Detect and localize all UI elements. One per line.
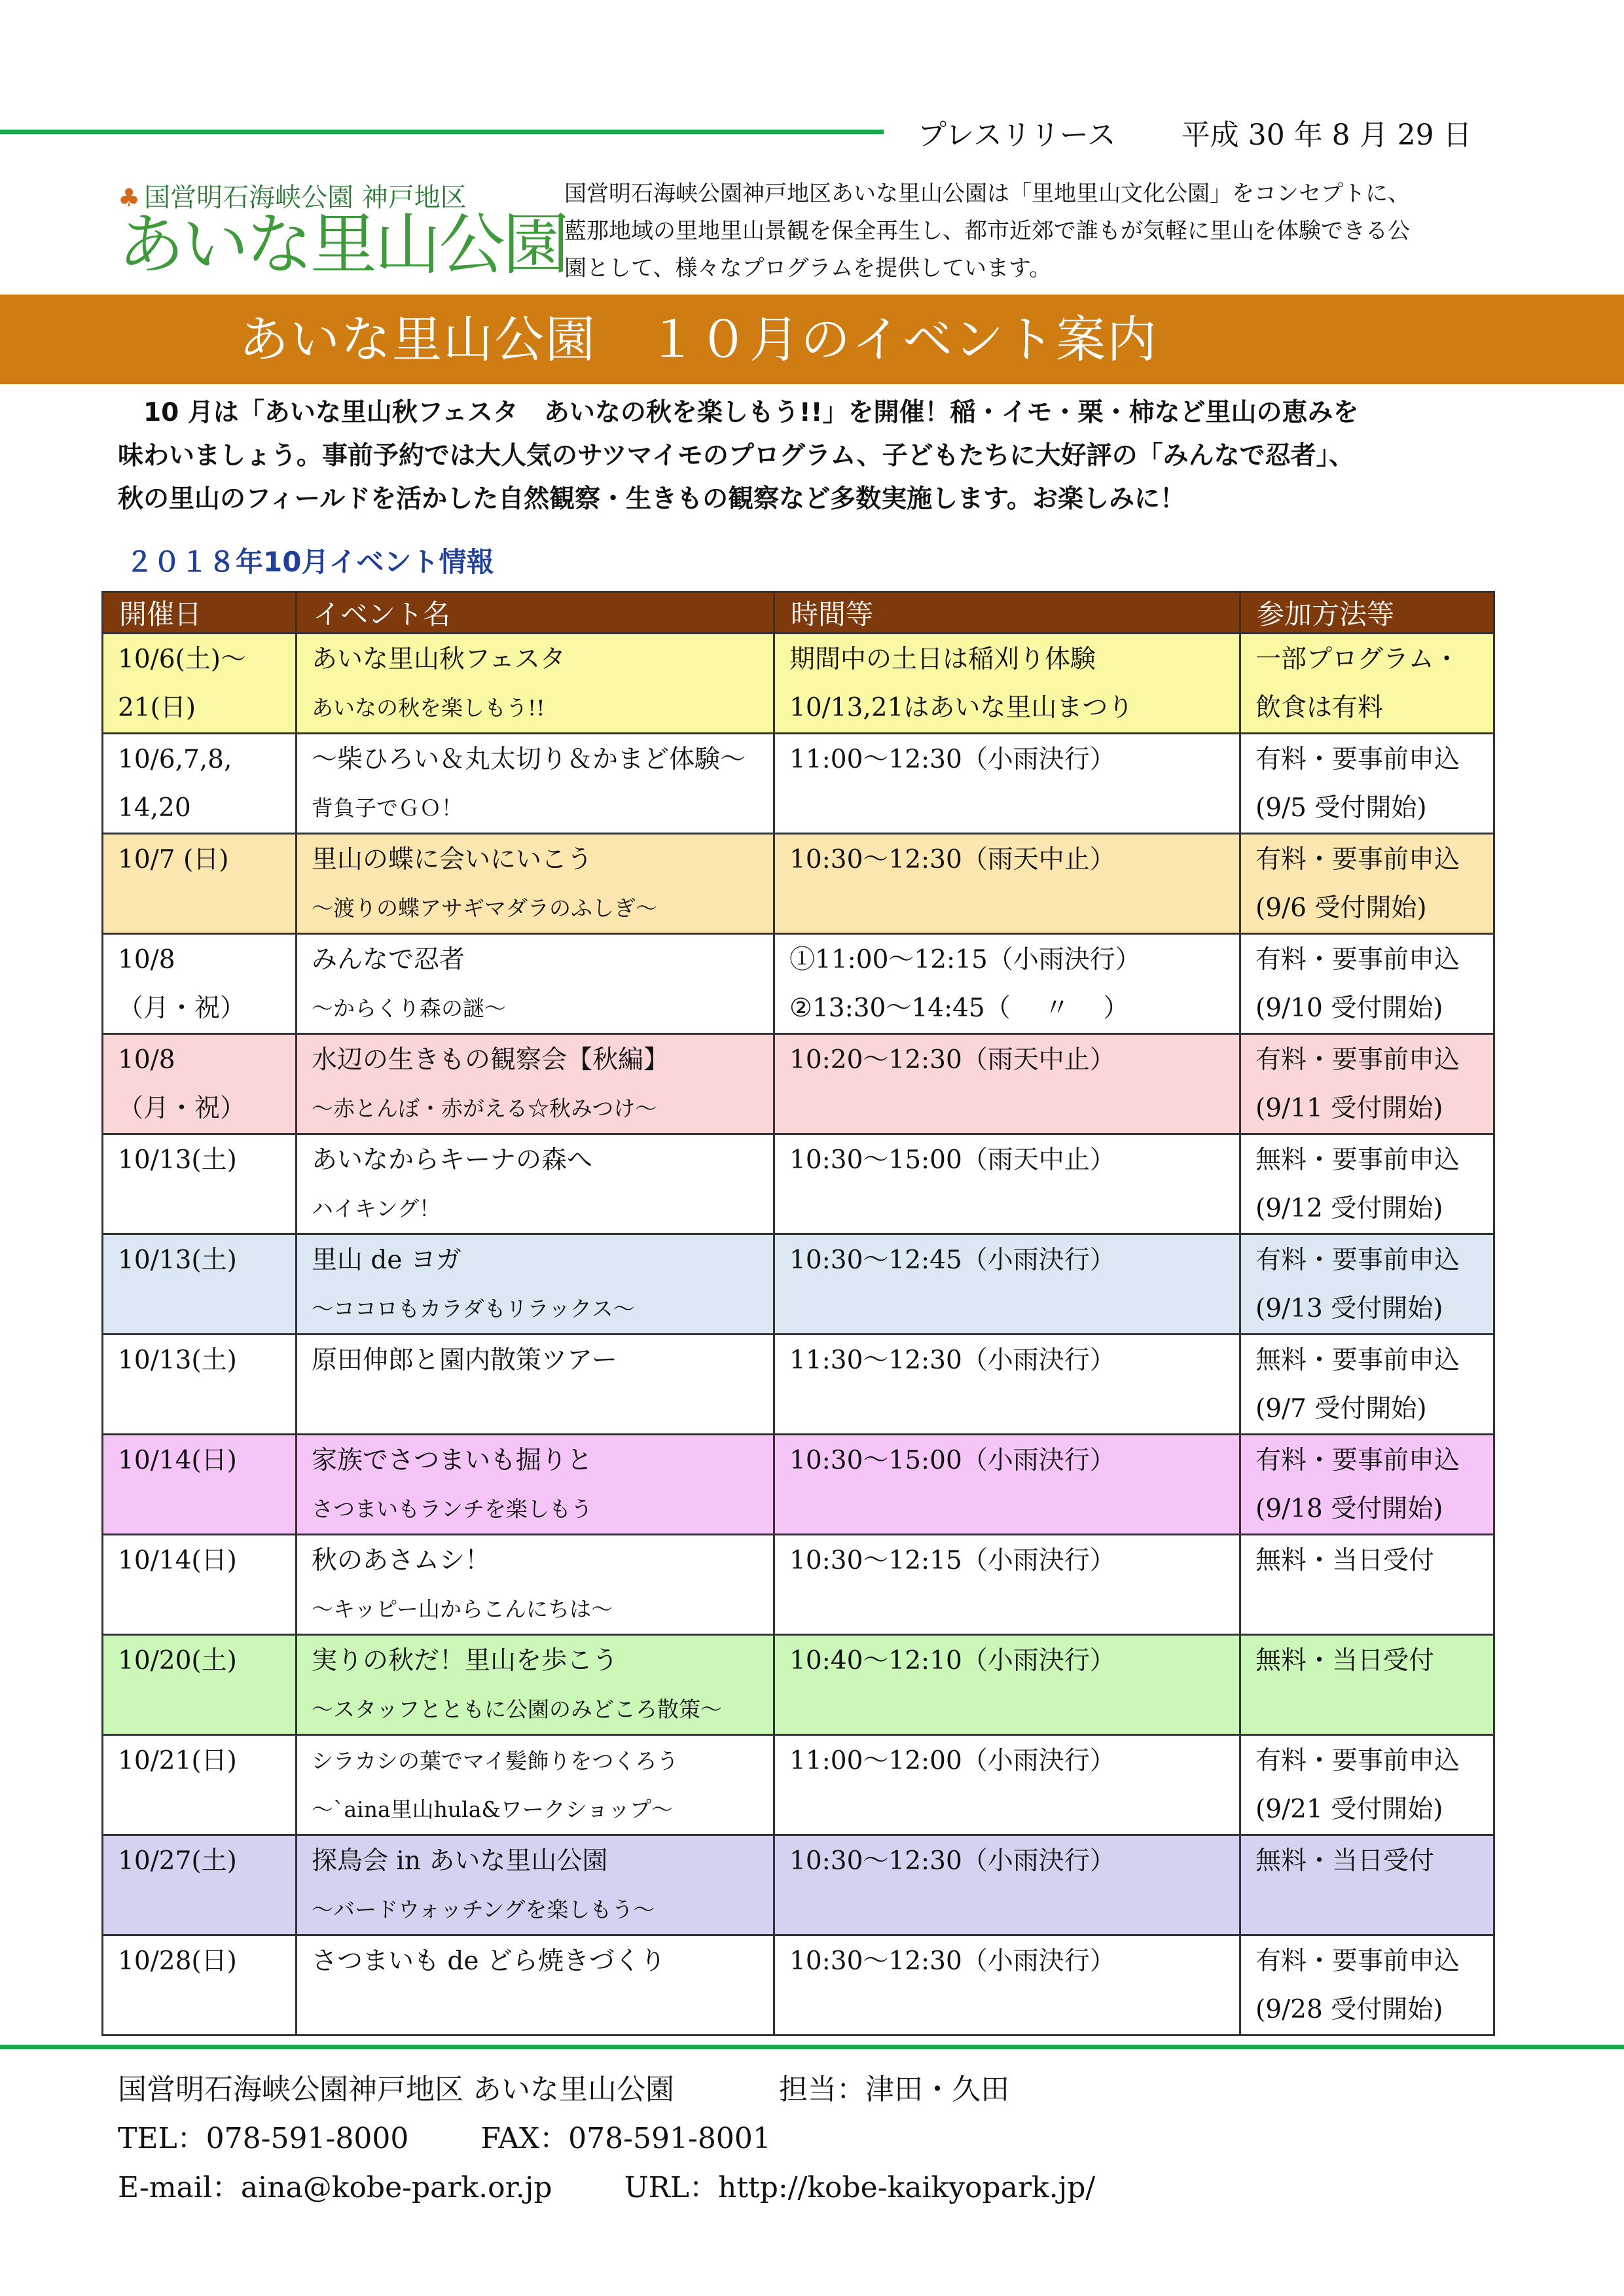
cell-event [297, 1134, 774, 1234]
cell-event-line: 里山の蝶に会いにいこう [312, 845, 593, 874]
cell-event-line: 水辺の生きもの観察会【秋編】 [312, 1045, 670, 1075]
cell-event-line: ～スタッフとともに公園のみどころ散策～ [312, 1696, 722, 1722]
cell-method-line: (9/21 受付開始) [1255, 1795, 1443, 1824]
cell-method [1240, 1735, 1494, 1835]
table-row [103, 934, 1494, 1034]
park-logo [118, 177, 567, 284]
footer-staff: 担当：津田・久田 [779, 2073, 1009, 2106]
cell-method-line: (9/18 受付開始) [1255, 1494, 1443, 1524]
cell-time [774, 1134, 1240, 1234]
cell-date [103, 1535, 297, 1635]
cell-method-line: 有料・要事前申込 [1255, 845, 1460, 874]
intro-line: 国営明石海峡公園神戸地区あいな里山公園は「里地里山文化公園」をコンセプトに、 [564, 181, 1410, 207]
intro-line: 藍那地域の里地里山景観を保全再生し、都市近郊で誰もが気軽に里山を体験できる公 [564, 218, 1410, 244]
cell-date [103, 1735, 297, 1835]
cell-method [1240, 834, 1494, 934]
cell-method-line: 有料・要事前申込 [1255, 1045, 1460, 1075]
cell-event-line: ～`aina里山hula&ワークショップ～ [312, 1797, 674, 1822]
footer-contact [118, 2065, 1095, 2212]
cell-event-line: あいなからキーナの森へ [312, 1145, 593, 1175]
cell-event [297, 1535, 774, 1635]
cell-event-line: みんなで忍者 [312, 945, 465, 975]
cell-date [103, 1234, 297, 1335]
table-row [103, 634, 1494, 734]
cell-date-line: 10/27(土) [118, 1846, 237, 1876]
footer-email[interactable]: E-mail：aina@kobe-park.or.jp [118, 2171, 552, 2204]
header-event: イベント名 [297, 592, 774, 634]
cell-method [1240, 1134, 1494, 1234]
cell-time [774, 1735, 1240, 1835]
cell-time-line: 10:40～12:10（小雨決行） [789, 1646, 1115, 1676]
table-row [103, 1435, 1494, 1535]
cell-event-line: ～渡りの蝶アサギマダラのふしぎ～ [312, 895, 657, 921]
cell-method [1240, 1535, 1494, 1635]
cell-date [103, 1935, 297, 2036]
cell-date-line: 21(日) [118, 693, 196, 723]
cell-event-line: シラカシの葉でマイ髪飾りをつくろう [312, 1748, 679, 1774]
lead-paragraph [118, 391, 1519, 521]
cell-date [103, 1435, 297, 1535]
cell-date-line: 10/28(日) [118, 1946, 237, 1976]
cell-method [1240, 1335, 1494, 1435]
cell-method-line: 無料・当日受付 [1255, 1646, 1435, 1676]
cell-date-line: 10/6(土)～ [118, 645, 247, 674]
intro-line: 園として、様々なプログラムを提供しています。 [564, 255, 1052, 281]
cell-event-line: さつまいもランチを楽しもう [312, 1496, 592, 1522]
cell-method [1240, 1635, 1494, 1735]
cell-event [297, 1435, 774, 1535]
header-method: 参加方法等 [1240, 592, 1494, 634]
cell-date-line: 14,20 [118, 793, 191, 823]
cell-method-line: 無料・要事前申込 [1255, 1145, 1460, 1175]
cell-date-line: （月・祝） [118, 1094, 246, 1123]
cell-event-line: ～キッピー山からこんにちは～ [312, 1596, 613, 1622]
cell-method-line: (9/10 受付開始) [1255, 994, 1443, 1023]
cell-event-line: 実りの秋だ！里山を歩こう [312, 1646, 619, 1676]
cell-method-line: 有料・要事前申込 [1255, 1246, 1460, 1275]
cell-time [774, 1835, 1240, 1935]
section-title: ２０１８年10月イベント情報 [126, 546, 494, 578]
cell-method-line: 有料・要事前申込 [1255, 745, 1460, 774]
table-row [103, 834, 1494, 934]
cell-event-line: 原田伸郎と園内散策ツアー [312, 1346, 617, 1375]
table-row [103, 1735, 1494, 1835]
cell-event [297, 1034, 774, 1134]
cell-time [774, 634, 1240, 734]
cell-method [1240, 1234, 1494, 1335]
cell-method-line: 一部プログラム・ [1255, 645, 1460, 674]
footer-org: 国営明石海峡公園神戸地区 あいな里山公園 [118, 2073, 674, 2106]
cell-time-line: 10:30～12:30（小雨決行） [789, 1846, 1115, 1876]
cell-date-line: 10/21(日) [118, 1746, 237, 1776]
cell-method-line: (9/28 受付開始) [1255, 1995, 1443, 2024]
cell-method [1240, 1034, 1494, 1134]
cell-date-line: 10/14(日) [118, 1546, 237, 1575]
cell-method-line: 無料・当日受付 [1255, 1546, 1435, 1575]
cell-time-line: 10:30～15:00（小雨決行） [789, 1446, 1115, 1475]
top-divider [0, 130, 884, 134]
table-row [103, 1034, 1494, 1134]
cell-date [103, 934, 297, 1034]
footer-tel: TEL：078-591-8000 [118, 2122, 409, 2155]
cell-event-line: ～バードウォッチングを楽しもう～ [312, 1897, 655, 1922]
cell-date-line: 10/20(土) [118, 1646, 237, 1676]
cell-time-line: 10:20～12:30（雨天中止） [789, 1045, 1115, 1075]
cell-event [297, 734, 774, 834]
cell-event-line: 家族でさつまいも掘りと [312, 1446, 593, 1475]
cell-event-line: ～柴ひろい＆丸太切り＆かまど体験～ [312, 745, 746, 774]
cell-method-line: (9/7 受付開始) [1255, 1394, 1427, 1424]
cell-time-line: 11:30～12:30（小雨決行） [789, 1346, 1115, 1375]
cell-method [1240, 734, 1494, 834]
cell-event-line: さつまいも de どら焼きづくり [312, 1946, 666, 1976]
cell-time [774, 834, 1240, 934]
cell-time-line: ①11:00～12:15（小雨決行） [789, 945, 1141, 975]
cell-date-line: 10/14(日) [118, 1446, 237, 1475]
cell-date [103, 834, 297, 934]
cell-event-line: 背負子でＧＯ！ [312, 795, 463, 821]
cell-method-line: 飲食は有料 [1255, 693, 1384, 723]
cell-method [1240, 1435, 1494, 1535]
cell-method [1240, 934, 1494, 1034]
cell-method-line: 有料・要事前申込 [1255, 945, 1460, 975]
cell-time-line: 11:00～12:00（小雨決行） [789, 1746, 1115, 1776]
header-date: 開催日 [103, 592, 297, 634]
cell-date [103, 1635, 297, 1735]
table-row [103, 734, 1494, 834]
cell-event [297, 1234, 774, 1335]
cell-method-line: 有料・要事前申込 [1255, 1946, 1460, 1976]
cell-time-line: 10:30～12:15（小雨決行） [789, 1546, 1115, 1575]
cell-method-line: 有料・要事前申込 [1255, 1446, 1460, 1475]
cell-method [1240, 1835, 1494, 1935]
table-header-row [103, 592, 1494, 634]
cell-method-line: (9/12 受付開始) [1255, 1194, 1443, 1223]
cell-event-line: あいな里山秋フェスタ [312, 645, 566, 674]
table-row [103, 1635, 1494, 1735]
cell-event-line: 里山 de ヨガ [312, 1246, 461, 1275]
header-time: 時間等 [774, 592, 1240, 634]
cell-event-line: ～からくり森の謎～ [312, 996, 506, 1021]
cell-time [774, 1435, 1240, 1535]
cell-date [103, 1034, 297, 1134]
cell-method-line: 無料・要事前申込 [1255, 1346, 1460, 1375]
cell-event [297, 834, 774, 934]
logo-title: あいな里山公園 [118, 206, 567, 284]
release-date: 平成 30 年 8 月 29 日 [1181, 118, 1472, 152]
cell-date [103, 734, 297, 834]
cell-event [297, 634, 774, 734]
table-row [103, 1935, 1494, 2036]
cell-date [103, 634, 297, 734]
cell-date-line: （月・祝） [118, 994, 246, 1023]
cell-method-line: 無料・当日受付 [1255, 1846, 1435, 1876]
cell-event [297, 1935, 774, 2036]
cell-method [1240, 1935, 1494, 2036]
cell-date-line: 10/6,7,8, [118, 745, 232, 774]
cell-time-line: 11:00～12:30（小雨決行） [789, 745, 1115, 774]
table-row [103, 1835, 1494, 1935]
cell-event-line: ～赤とんぼ・赤がえる☆秋みつけ～ [312, 1096, 657, 1121]
cell-date-line: 10/8 [118, 945, 175, 975]
cell-date-line: 10/13(土) [118, 1346, 237, 1375]
cell-event-line: 探鳥会 in あいな里山公園 [312, 1846, 608, 1876]
cell-date-line: 10/7 (日) [118, 845, 229, 874]
cell-method [1240, 634, 1494, 734]
cell-method-line: (9/13 受付開始) [1255, 1294, 1443, 1323]
lead-line: 秋の里山のフィールドを活かした自然観察・生きもの観察など多数実施します。お楽しみに！ [118, 484, 1185, 514]
cell-date [103, 1134, 297, 1234]
cell-date-line: 10/8 [118, 1045, 175, 1075]
cell-time-line: 期間中の土日は稲刈り体験 [789, 645, 1096, 674]
footer-fax: FAX：078-591-8001 [480, 2122, 771, 2155]
table-row [103, 1535, 1494, 1635]
page-title-banner: あいな里山公園 １０月のイベント案内 [0, 295, 1624, 384]
cell-event-line: あいなの秋を楽しもう!! [312, 695, 545, 721]
cell-event [297, 934, 774, 1034]
cell-method-line: (9/11 受付開始) [1255, 1094, 1443, 1123]
cell-time-line: 10:30～12:30（小雨決行） [789, 1946, 1115, 1976]
cell-time [774, 734, 1240, 834]
cell-time [774, 1234, 1240, 1335]
footer-url[interactable]: URL：http://kobe-kaikyopark.jp/ [624, 2171, 1096, 2204]
cell-event [297, 1635, 774, 1735]
cell-event-line: ハイキング！ [312, 1196, 441, 1221]
leaf-icon: ♣ [118, 183, 141, 212]
press-release-header [918, 111, 1472, 153]
table-row [103, 1234, 1494, 1335]
cell-time [774, 1335, 1240, 1435]
intro-text [564, 175, 1507, 287]
lead-line: 10 月は「あいな里山秋フェスタ あいなの秋を楽しもう!!」を開催！稲・イモ・栗・柿など里山の恵みを [118, 398, 1359, 427]
cell-date [103, 1835, 297, 1935]
lead-line: 味わいましょう。事前予約では大人気のサツマイモのプログラム、子どもたちに大好評の「みんなで忍者」、 [118, 441, 1355, 471]
cell-time-line: 10:30～12:30（雨天中止） [789, 845, 1115, 874]
cell-event [297, 1835, 774, 1935]
cell-date-line: 10/13(土) [118, 1145, 237, 1175]
table-row [103, 1335, 1494, 1435]
cell-time [774, 1635, 1240, 1735]
cell-event-line: ～ココロもカラダもリラックス～ [312, 1296, 635, 1321]
cell-method-line: (9/5 受付開始) [1255, 793, 1427, 823]
cell-event [297, 1735, 774, 1835]
press-label: プレスリリース [918, 118, 1116, 152]
logo-subtitle: ♣ 国営明石海峡公園 神戸地区 [118, 183, 467, 213]
events-table [101, 591, 1495, 2036]
cell-method-line: 有料・要事前申込 [1255, 1746, 1460, 1776]
cell-time-line: 10:30～12:45（小雨決行） [789, 1246, 1115, 1275]
cell-event [297, 1335, 774, 1435]
cell-time [774, 1034, 1240, 1134]
cell-event-line: 秋のあさムシ！ [312, 1546, 491, 1575]
cell-time-line: 10/13,21はあいな里山まつり [789, 693, 1134, 723]
cell-time-line: ②13:30～14:45（ 〃 ） [789, 994, 1129, 1023]
bottom-divider [0, 2045, 1624, 2049]
cell-method-line: (9/6 受付開始) [1255, 893, 1427, 923]
table-row [103, 1134, 1494, 1234]
cell-date [103, 1335, 297, 1435]
cell-time-line: 10:30～15:00（雨天中止） [789, 1145, 1115, 1175]
cell-date-line: 10/13(土) [118, 1246, 237, 1275]
cell-time [774, 934, 1240, 1034]
cell-time [774, 1535, 1240, 1635]
cell-time [774, 1935, 1240, 2036]
